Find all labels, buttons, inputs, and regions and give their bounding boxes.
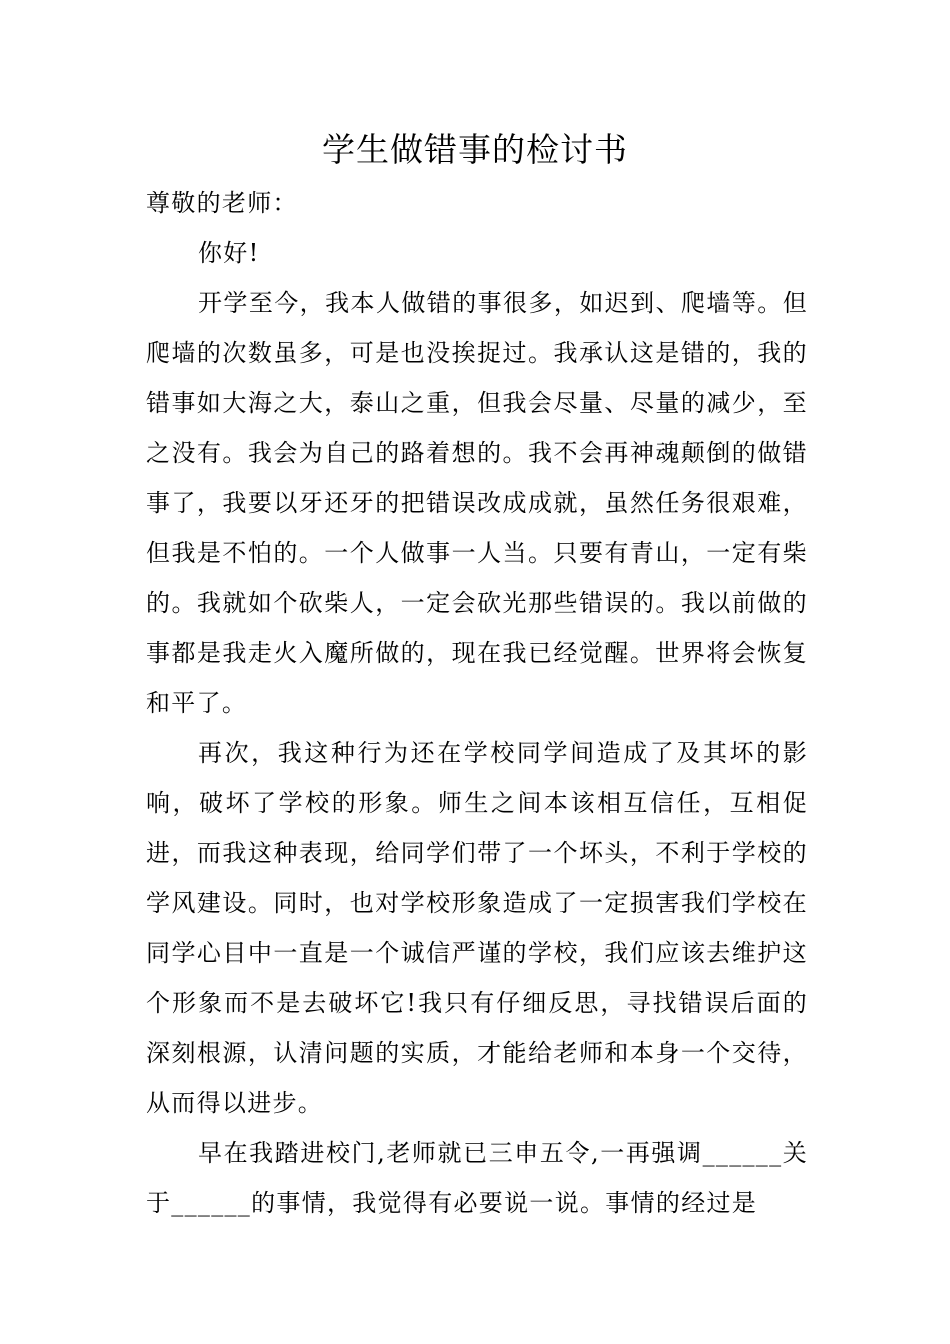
document-title: 学生做错事的检讨书 xyxy=(322,130,628,169)
greeting: 你好! xyxy=(198,239,260,267)
paragraph-3: 早在我踏进校门,老师就已三申五令,一再强调______关于______的事情，我觉得有必要说一说。事情的经过是 xyxy=(146,1139,808,1217)
paragraph-1: 开学至今，我本人做错的事很多，如迟到、爬墙等。但爬墙的次数虽多，可是也没挨捉过。我承认这是错的，我的错事如大海之大，泰山之重，但我会尽量、尽量的减少，至之没有。我会为自己的路着想的。我不会再神魂颠倒的做错事了，我要以牙还牙的把错误改成成就，虽然任务很艰难，但我是不怕的。一个人做事一人当。只要有青山，一定有柴的。我就如个砍柴人，一定会砍光那些错误的。我以前做的事都是我走火入魔所做的，现在我已经觉醒。世界将会恢复和平了。 xyxy=(146,289,808,717)
document-body xyxy=(146,178,808,1228)
paragraph-2: 再次，我这种行为还在学校同学间造成了及其坏的影响，破坏了学校的形象。师生之间本该相互信任，互相促进，而我这种表现，给同学们带了一个坏头，不利于学校的学风建设。同时，也对学校形象造成了一定损害我们学校在同学心目中一直是一个诚信严谨的学校，我们应该去维护这个形象而不是去破坏它!我只有仔细反思，寻找错误后面的深刻根源，认清问题的实质，才能给老师和本身一个交待，从而得以进步。 xyxy=(146,739,808,1117)
salutation: 尊敬的老师： xyxy=(146,189,298,217)
